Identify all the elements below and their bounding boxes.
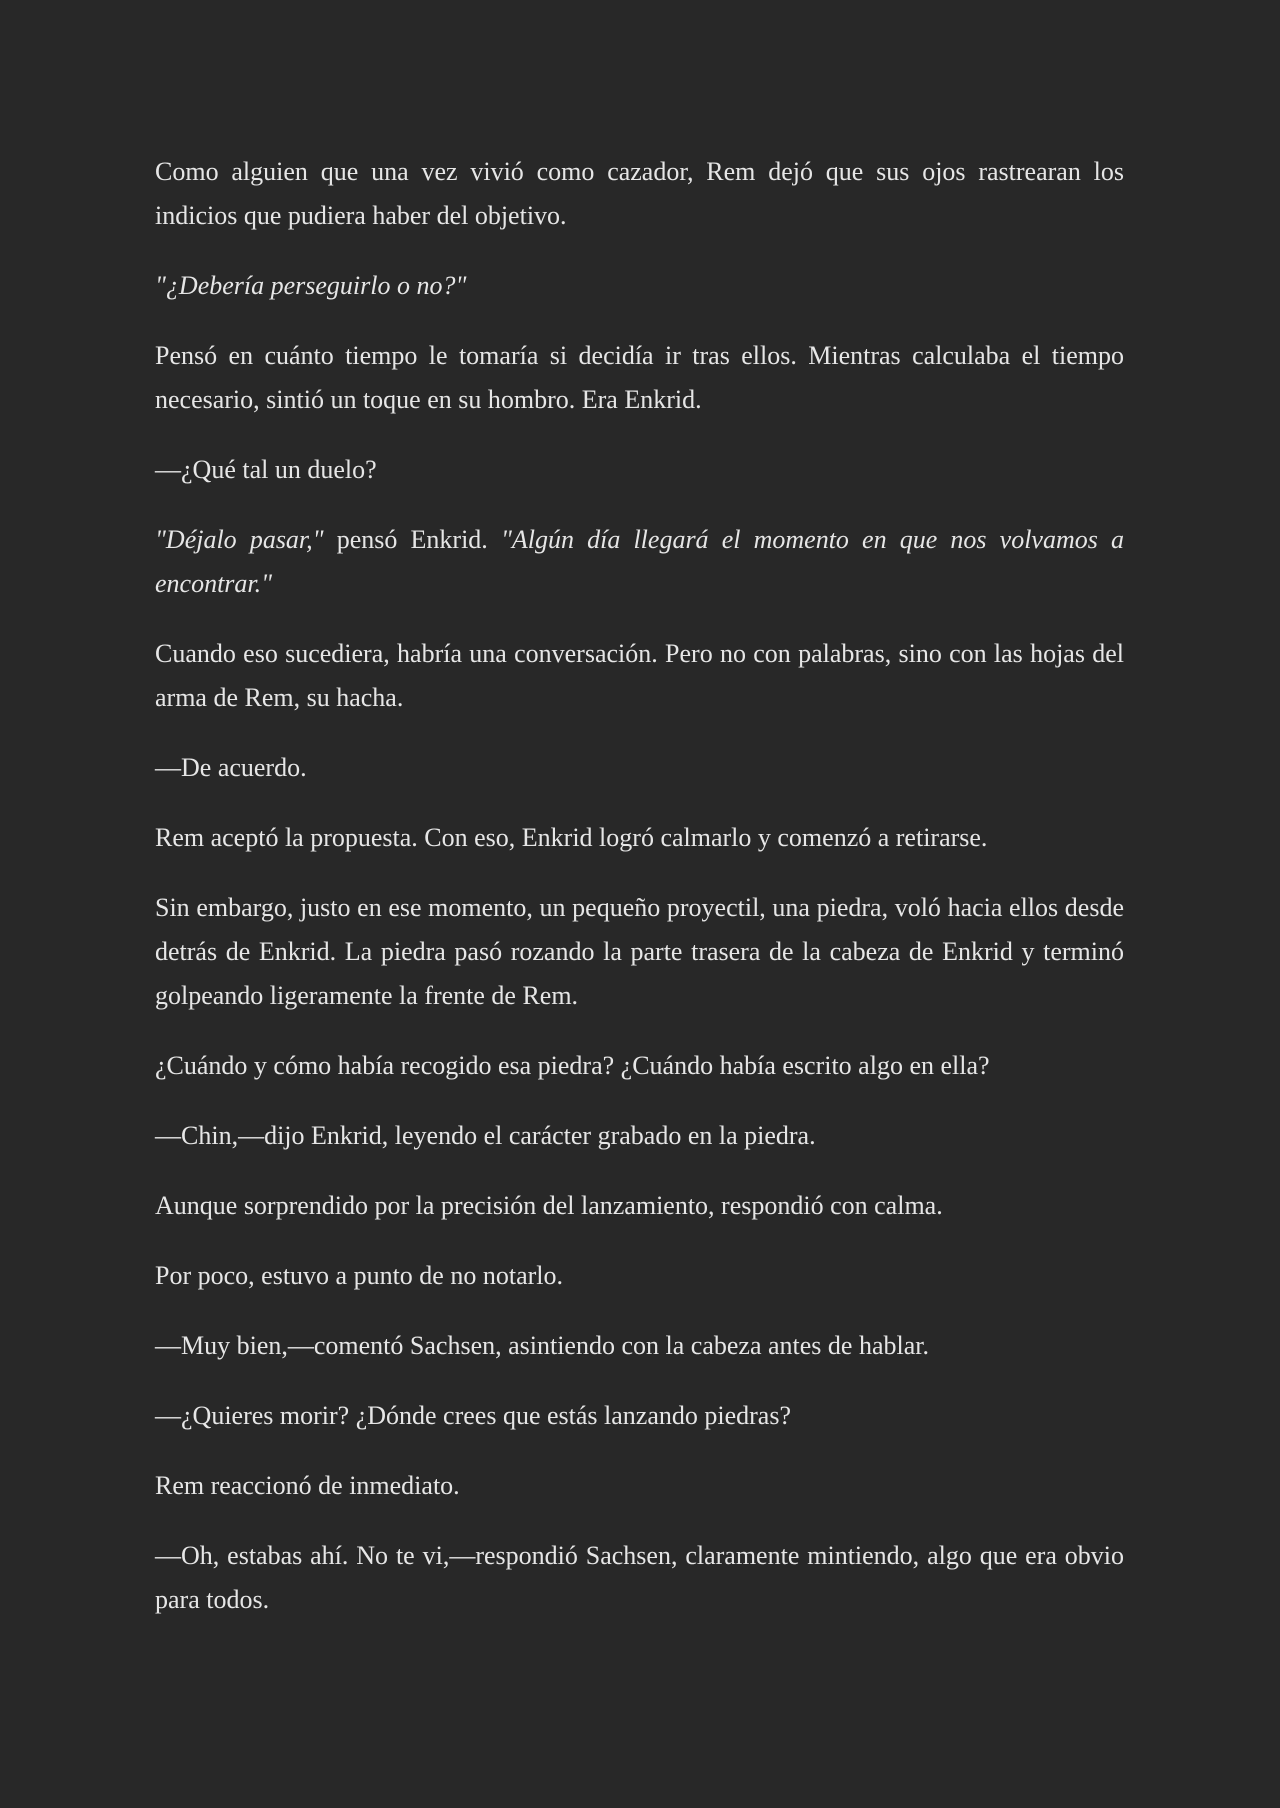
thought-text: "Algún día llegará el momento en que nos volvamos a encontrar." — [155, 525, 1124, 598]
paragraph: Sin embargo, justo en ese momento, un pequeño proyectil, una piedra, voló hacia ellos desde detrás de Enkrid. La piedra pasó rozando la parte trasera de la cabeza de Enkrid y terminó golpeando ligeramente la frente de Rem. — [155, 893, 1124, 1010]
paragraph: Por poco, estuvo a punto de no notarlo. — [155, 1261, 563, 1290]
thought-text: "Déjalo pasar," — [155, 525, 324, 554]
reader-content — [155, 150, 1124, 1622]
paragraph: Como alguien que una vez vivió como cazador, Rem dejó que sus ojos rastrearan los indicios que pudiera haber del objetivo. — [155, 157, 1124, 230]
paragraph: Rem reaccionó de inmediato. — [155, 1471, 460, 1500]
paragraph-mixed — [155, 518, 1124, 606]
paragraph: ¿Cuándo y cómo había recogido esa piedra? ¿Cuándo había escrito algo en ella? — [155, 1051, 990, 1080]
paragraph-dialogue: —Muy bien,—comentó Sachsen, asintiendo con la cabeza antes de hablar. — [155, 1331, 929, 1360]
paragraph: Rem aceptó la propuesta. Con eso, Enkrid logró calmarlo y comenzó a retirarse. — [155, 823, 988, 852]
paragraph-dialogue: —¿Quieres morir? ¿Dónde crees que estás lanzando piedras? — [155, 1401, 791, 1430]
thought-text: "¿Debería perseguirlo o no?" — [155, 271, 467, 300]
paragraph: Cuando eso sucediera, habría una conversación. Pero no con palabras, sino con las hojas del arma de Rem, su hacha. — [155, 639, 1124, 712]
narration-text: pensó Enkrid. — [323, 525, 501, 554]
paragraph-dialogue: —De acuerdo. — [155, 753, 307, 782]
paragraph-dialogue: —Oh, estabas ahí. No te vi,—respondió Sachsen, claramente mintiendo, algo que era obvio para todos. — [155, 1541, 1124, 1614]
paragraph: Pensó en cuánto tiempo le tomaría si decidía ir tras ellos. Mientras calculaba el tiempo necesario, sintió un toque en su hombro. Era Enkrid. — [155, 341, 1124, 414]
paragraph-thought — [155, 264, 1124, 308]
paragraph: Aunque sorprendido por la precisión del lanzamiento, respondió con calma. — [155, 1191, 943, 1220]
paragraph-dialogue: —¿Qué tal un duelo? — [155, 455, 377, 484]
paragraph-dialogue: —Chin,—dijo Enkrid, leyendo el carácter grabado en la piedra. — [155, 1121, 816, 1150]
